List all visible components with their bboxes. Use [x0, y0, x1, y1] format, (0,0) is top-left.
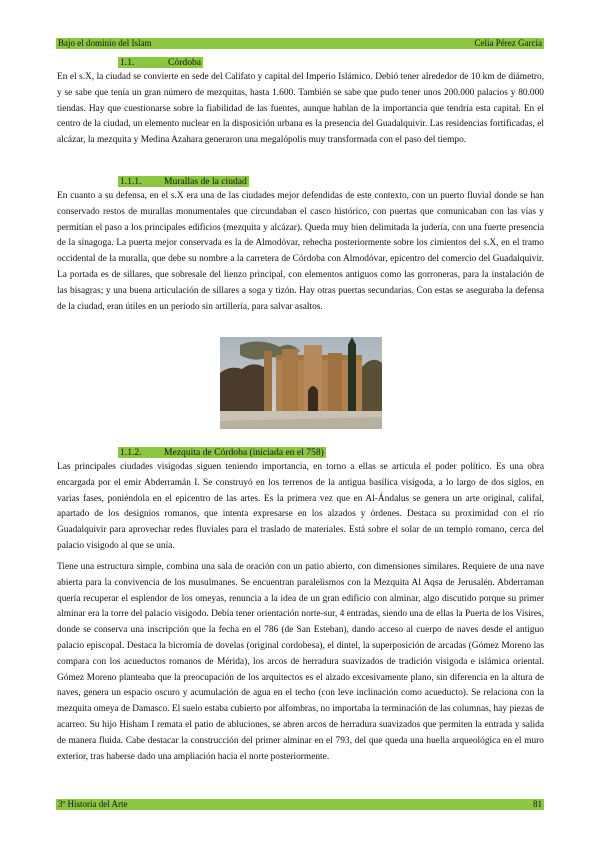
subsection-title-walls: Murallas de la ciudad [164, 176, 247, 187]
subsection-heading-mosque [56, 447, 544, 459]
subsection-title-mosque: Mezquita de Córdoba (iniciada en el 758) [164, 447, 324, 458]
header-left: Bajo el dominio del Islam [58, 38, 152, 48]
section-heading [56, 57, 544, 69]
page-header [56, 38, 544, 49]
intro-paragraph: En el s.X, la ciudad se convierte en sede del Califato y capital del Imperio Islámico. Debió tener alrededor de 10 km de diámetro, y se sabe que tenía un gran número de mezquitas, hasta 1.600. También se sabe que pudo tener unos 200.000 palacios y 80.000 tiendas. Hay que cuestionarse sobre la fiabilidad de las fuentes, aunque hablan de la importancia que tendría esta capital. En el centro de la ciudad, un elemento nuclear en la disposición urbana es la presencia del Guadalquivir. Las residencias fortificadas, el alcázar, la mezquita y Medina Azahara generaron una megalópolis muy transformada con el paso del tiempo. [57, 72, 544, 146]
mosque-paragraph-2: Tiene una estructura simple, combina una sala de oración con un patio abierto, con dimensiones similares. Requiere de una nave abierta para la convivencia de los musulmanes. Se encuentran paralelismos con la Mezquita Al Aqsa de Jerusalén. Abderraman quería recuperar el esplendor de los omeyas, renuncia a la idea de un gran edificio con alminar, algo discutido porque su primer alminar era la torre del palacio visigodo. Debía tener orientación norte-sur, 4 entradas, siendo una de ellas la Puerta de los Visires, donde se conserva una inscripción que la fecha en el 786 (de San Esteban), dando acceso al cuerpo de naves desde el antiguo palacio episcopal. Destaca la bicromía de dovelas (original cordobesa), el dintel, la superposición de arcadas (Gómez Moreno las compara con los acueductos romanos de Mérida), los arcos de herradura suavizados de tradición visigoda e islámica oriental. Gómez Moreno planteaba que la preocupación de los arquitectos es el alzado excesivamente plano, sin diferencia en la altura de naves, genera un espacio oscuro y acumulación de agua en el techo (con leve inclinación como acueducto). Se relaciona con la mezquita omeya de Damasco. El suelo estaba cubierto por alfombras, no importaba la terminación de las columnas, hay piezas de acarreo. Su hijo Hisham I remata el patio de abluciones, se abren arcos de herradura suavizados que permiten la entrada y salida de manera fluida. Cabe destacar la construcción del primer alminar en el 793, del que queda una huella arqueológica en el muro exterior, tras haberse dado una ampliación hacia el norte posteriormente. [57, 562, 544, 762]
photo-image [220, 337, 382, 429]
footer-left: 3º Historia del Arte [58, 799, 128, 809]
mosque-paragraph-1: Las principales ciudades visigodas siguen teniendo importancia, en torno a ellas se articula el poder político. Es una obra encargada por el emir Abderramán I. Se construyó en los terrenos de la antigua basílica visigoda, a lo largo de dos siglos, en varias fases, poniéndola en el epicentro de las artes. Es la primera vez que en Al-Ándalus se genera un arte original, califal, apartado de los designios romanos, que intenta expresarse en los alzados y órdenes. Destaca su proximidad con el río Guadalquivir para aprovechar redes fluviales para el traslado de materiales. Está sobre el solar de un templo romano, cerca del palacio visigodo al que se unía. [57, 462, 544, 551]
walls-paragraph: En cuanto a su defensa, en el s.X era una de las ciudades mejor defendidas de este contexto, con un puerto fluvial donde se han conservado restos de murallas monumentales que circundaban el casco histórico, con puertas que comunicaban con las vías y permitían el paso a los principales edificios (mezquita y alcázar). Queda muy bien delimitada la judería, con una fuerte presencia de la sinagoga. La puerta mejor conservada es la de Almodóvar, rehecha posteriormente sobre los cimientos del s.X, en el tramo occidental de la muralla, que debe su nombre a la carretera de Córdoba con Almodóvar, epicentro del comercio del Guadalquivir. La portada es de sillares, que sobresale del lienzo principal, con elementos antiguos como las gorroneras, para la instalación de las bisagras; y una buena articulación de sillares a soga y tizón. Hay otras puertas secundarias. Con estas se aseguraba la defensa de la ciudad, eran útiles en un período sin artillería, para salvar asaltos. [57, 191, 544, 312]
subsection-number-mosque: 1.1.2. [120, 447, 142, 458]
section-number: 1.1. [120, 57, 135, 68]
subsection-heading-walls [56, 176, 544, 188]
page-footer [56, 799, 544, 810]
city-wall-photo [220, 337, 382, 429]
page-number: 81 [533, 799, 542, 809]
section-title: Córdoba [168, 57, 202, 68]
subsection-number-walls: 1.1.1. [120, 176, 142, 187]
header-right: Celia Pérez García [474, 38, 542, 48]
